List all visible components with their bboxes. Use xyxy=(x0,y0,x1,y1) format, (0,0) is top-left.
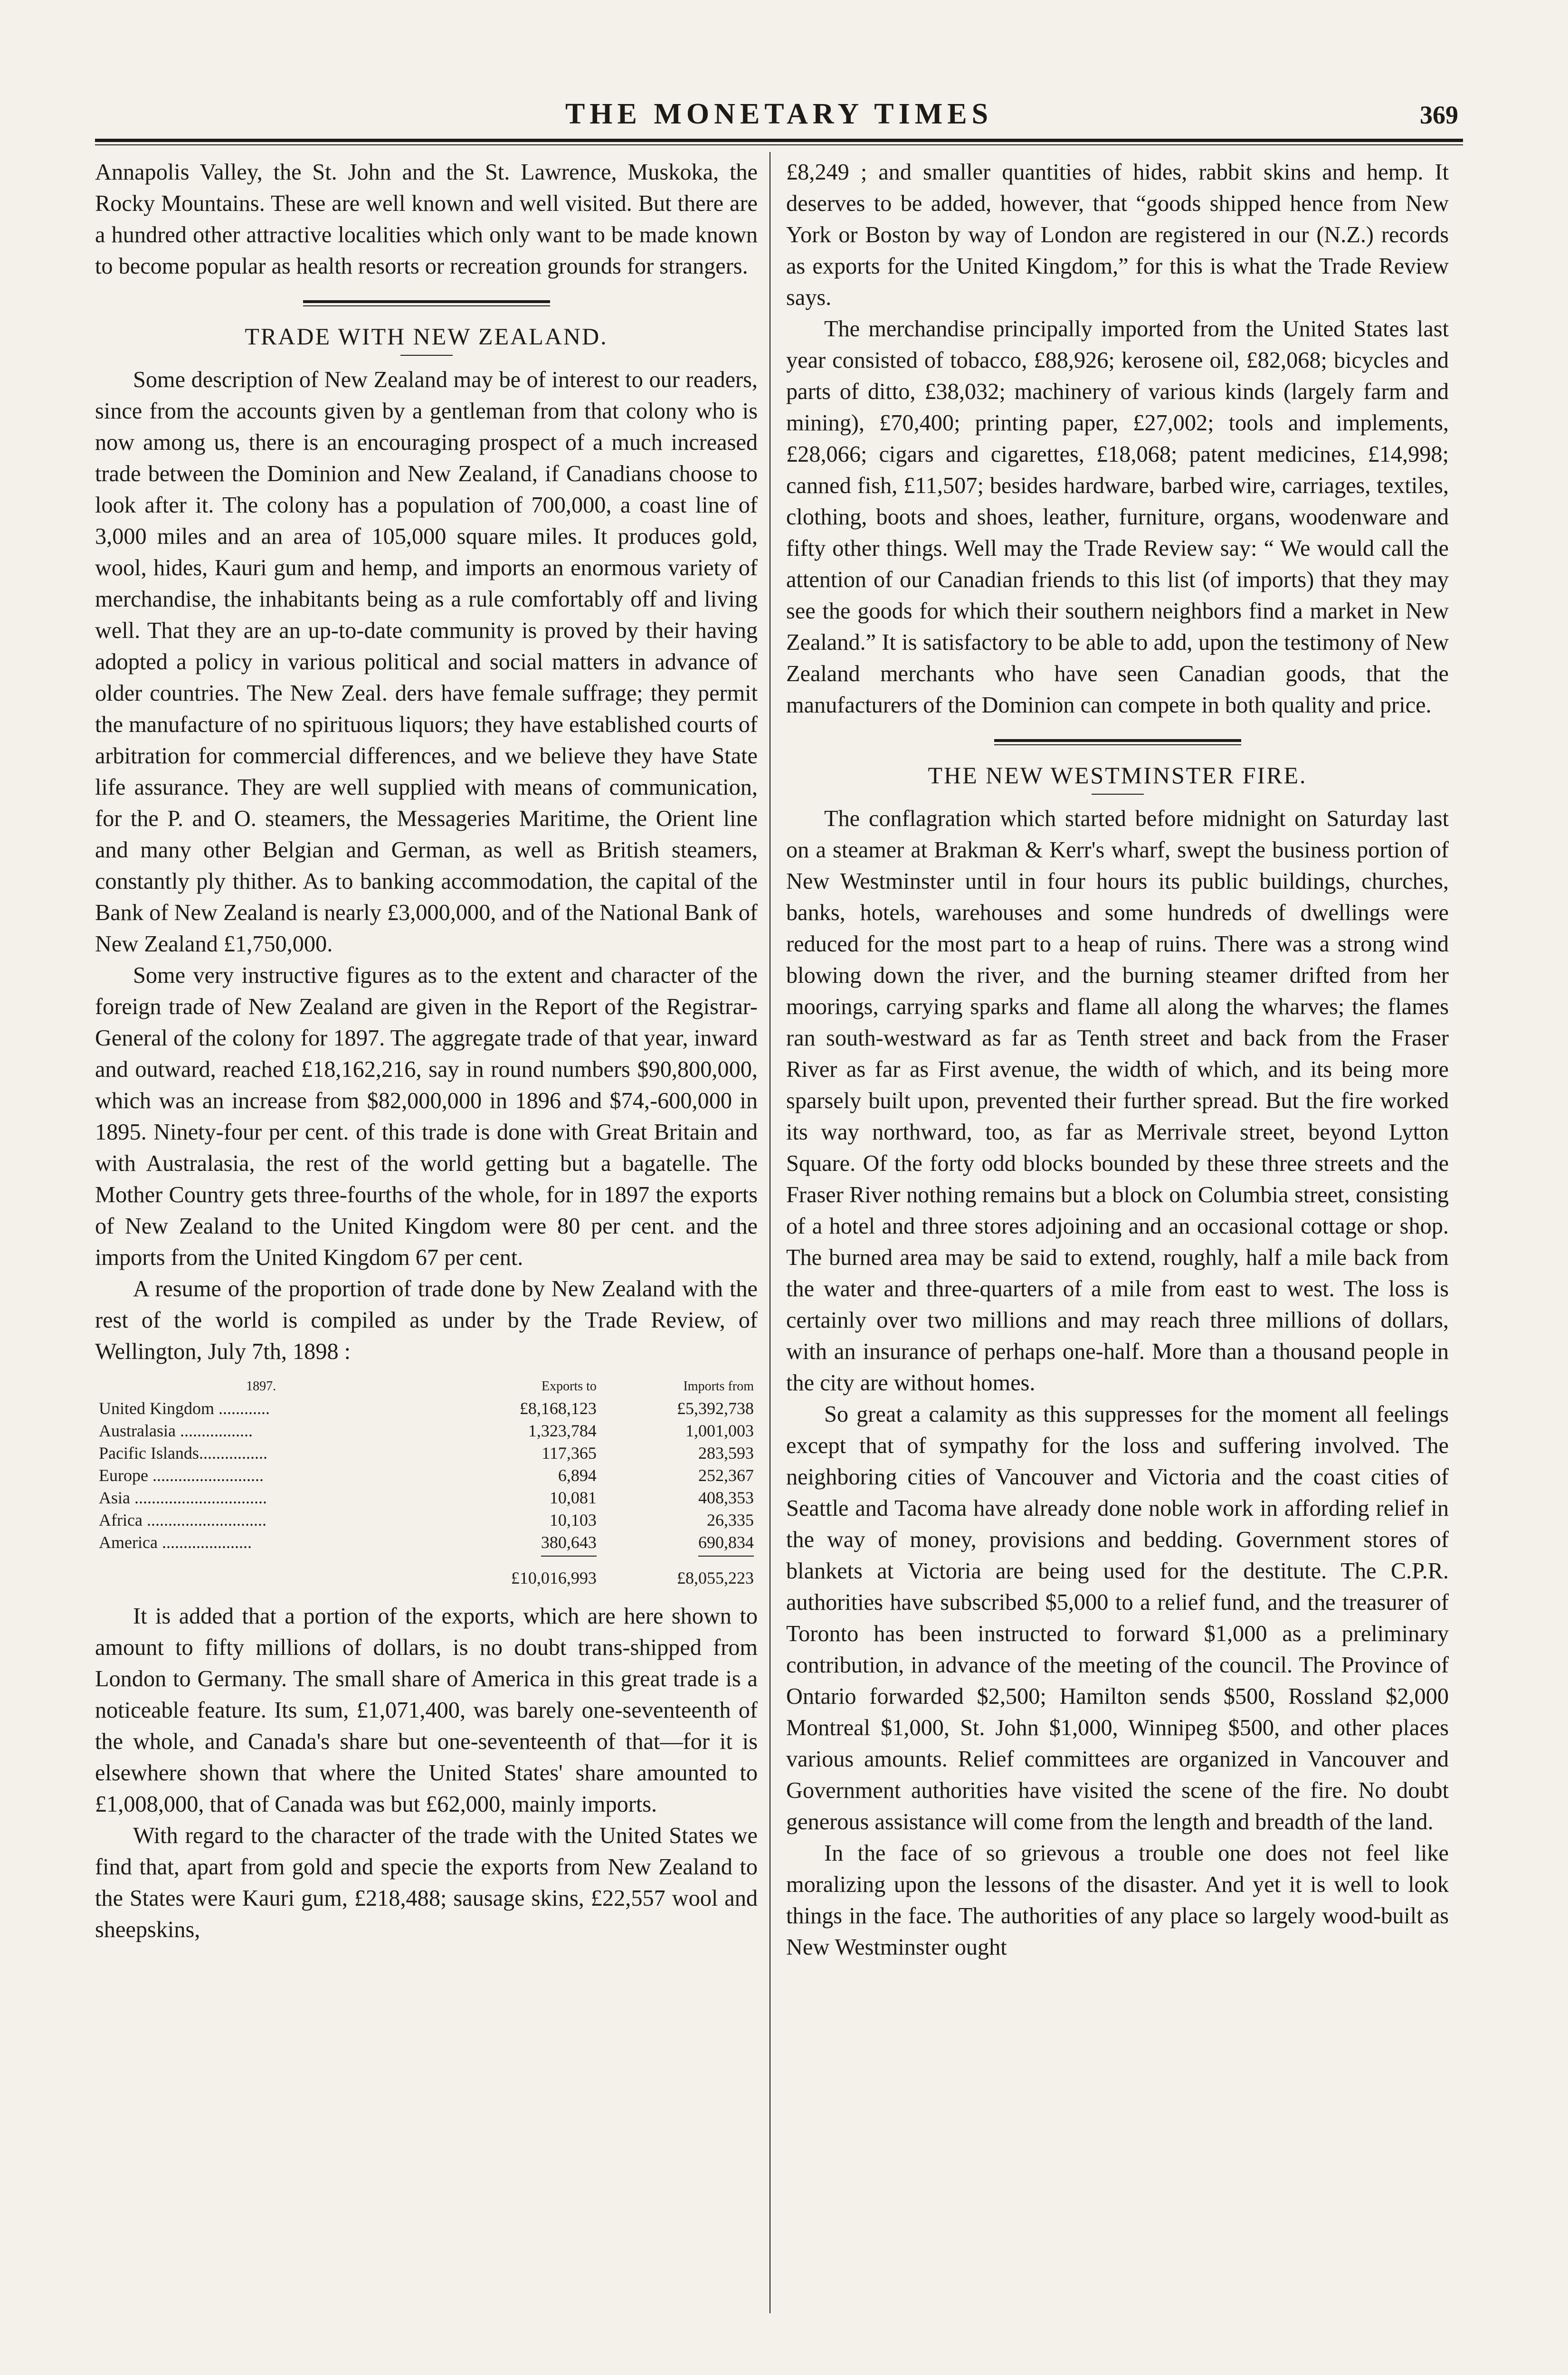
imports-value: 252,367 xyxy=(698,1466,754,1485)
exports-value: 10,081 xyxy=(549,1488,597,1507)
country-name: Australasia xyxy=(99,1421,176,1440)
table-row: Australasia ................. 1,323,784 1,001,003 xyxy=(95,1420,758,1442)
fire-paragraph-1: The conflagration which started before midnight on Saturday last on a steamer at Brakman & Kerr's wharf, swept the business portion of New Westminster until in four hours its public buildings, churches, banks, hotels, warehouses and some hundreds of dwellings were reduced for the most part to a heap of ruins. There was a strong wind blowing down the river, and the burning steamer drifted from her moorings, carrying sparks and flame all along the wharves; the flames ran south-westward as far as Tenth street and back from the Fraser River as far as First avenue, the width of which, and its being more sparsely built upon, prevented their further spread. But the fire worked its way northward, too, as far as Merrivale street, beyond Lytton Square. Of the forty odd blocks bounded by these three streets and the Fraser River nothing remains but a block on Columbia street, consisting of a hotel and three stores adjoining and an occasional cottage or shop. The burned area may be said to extend, roughly, half a mile back from the water and three-quarters of a mile from east to west. The loss is certainly over two millions and may reach three millions of dollars, with an insurance of perhaps one-half. More than a thousand people in the city are without homes. xyxy=(786,806,1449,1396)
imports-header: Imports from xyxy=(683,1379,754,1394)
fire-heading: THE NEW WESTMINSTER FIRE. xyxy=(928,762,1307,788)
trade-paragraph-1: Some description of New Zealand may be of interest to our readers, since from the accounts given by a gentleman from that colony who is now among us, there is an encouraging prospect of a much increased trade between the Dominion and New Zealand, if Canadians choose to look after it. The colony has a population of 700,000, a coast line of 3,000 miles and an area of 105,000 square miles. It produces gold, wool, hides, Kauri gum and hemp, and imports an enormous variety of merchandise, the inhabitants being as a rule comfortably off and living well. That they are an up-to-date community is proved by their having adopted a policy in various political and social matters in advance of older countries. The New Zeal. ders have female suffrage; they permit the manufacture of no spirituous liquors; they have established courts of arbitration for commercial differences, and we believe they have State life assurance. They are well supplied with means of communication, for the P. and O. steamers, the Messageries Maritime, the Orient line and many other Belgian and German, as well as British steamers, constantly ply thither. As to banking accommodation, the capital of the Bank of New Zealand is nearly £3,000,000, and of the National Bank of New Zealand £1,750,000. xyxy=(95,367,758,957)
exports-header: Exports to xyxy=(542,1379,597,1394)
country-name: America xyxy=(99,1533,158,1552)
trade-paragraph-3: A resume of the proportion of trade done by New Zealand with the rest of the world is compiled as under by the Trade Review, of Wellington, July 7th, 1898 : xyxy=(95,1276,758,1364)
table-total-row xyxy=(95,1557,758,1589)
table-row: Europe .......................... 6,894 252,367 xyxy=(95,1464,758,1487)
trade-continuation-paragraph: £8,249 ; and smaller quantities of hides, rabbit skins and hemp. It deserves to be added, however, that “goods shipped hence from New York or Boston by way of London are registered in our (N.Z.) records as exports for the United Kingdom,” for this is what the Trade Review says. xyxy=(786,160,1449,310)
fire-paragraph-2: So great a calamity as this suppresses for the moment all feelings except that of sympathy for the loss and suffering involved. The neighboring cities of Vancouver and Victoria and the coast cities of Seattle and Tacoma have already done noble work in affording relief in the way of money, provisions and bedding. Government stores of blankets at Victoria are being used for the destitute. The C.P.R. authorities have subscribed $5,000 to a relief fund, and the treasurer of Toronto has been instructed to forward $1,000 as a preliminary contribution, in advance of the meeting of the council. The Province of Ontario forwarded $2,500; Hamilton sends $500, Rossland $2,000 Montreal $1,000, St. John $1,000, Winnipeg $500, and other places various amounts. Relief committees are organized in Vancouver and Government authorities have visited the scene of the fire. No doubt generous assistance will come from the length and breadth of the land. xyxy=(786,1402,1449,1834)
table-year-header: 1897. xyxy=(246,1379,276,1394)
total-imports: £8,055,223 xyxy=(677,1568,754,1587)
page-number: 369 xyxy=(1420,101,1458,129)
imports-value: 26,335 xyxy=(707,1510,754,1530)
country-name: United Kingdom xyxy=(99,1399,214,1418)
trade-paragraph-2: Some very instructive figures as to the extent and character of the foreign trade of New Zealand are given in the Report of the Registrar-General of the colony for 1897. The aggregate trade of that year, inward and outward, reached £18,162,216, say in round numbers $90,800,000, which was an increase from $82,000,000 in 1896 and $74,-600,000 in 1895. Ninety-four per cent. of this trade is done with Great Britain and with Australasia, the rest of the world getting but a bagatelle. The Mother Country gets three-fourths of the whole, for in 1897 the exports of New Zealand to the United Kingdom were 80 per cent. and the imports from the United Kingdom 67 per cent. xyxy=(95,963,758,1270)
trade-paragraph-5: With regard to the character of the trade with the United States we find that, apart from gold and specie the exports from New Zealand to the States were Kauri gum, £218,488; sausage skins, £22,557 wool and sheepskins, xyxy=(95,1823,758,1942)
total-exports: £10,016,993 xyxy=(511,1568,597,1587)
trade-table xyxy=(95,1375,758,1589)
exports-value: 6,894 xyxy=(558,1466,597,1485)
exports-value: 380,643 xyxy=(541,1531,597,1557)
table-row: Africa ............................ 10,103 26,335 xyxy=(95,1509,758,1531)
table-row: Asia ............................... 10,081 408,353 xyxy=(95,1487,758,1509)
exports-value: 117,365 xyxy=(542,1444,597,1463)
trade-heading: TRADE WITH NEW ZEALAND. xyxy=(245,323,608,350)
header-rule-thin xyxy=(95,144,1463,145)
header-rule xyxy=(95,139,1463,142)
page-header xyxy=(95,97,1463,135)
imports-value: 690,834 xyxy=(698,1531,754,1557)
intro-paragraph: Annapolis Valley, the St. John and the St. Lawrence, Muskoka, the Rocky Mountains. These are well known and well visited. But there are a hundred other attractive localities which only want to be made known to become popular as health resorts or recreation grounds for strangers. xyxy=(95,160,758,279)
fire-paragraph-3: In the face of so grievous a trouble one does not feel like moralizing upon the lessons of the disaster. And yet it is well to look things in the face. The authorities of any place so largely wood-built as New Westminster ought xyxy=(786,1841,1449,1960)
right-column xyxy=(786,157,1449,1963)
table-row: United Kingdom ............ £8,168,123 £5,392,738 xyxy=(95,1397,758,1420)
section-separator xyxy=(994,739,1241,745)
heading-rule xyxy=(1092,794,1144,795)
country-name: Africa xyxy=(99,1510,143,1530)
section-separator xyxy=(303,300,550,306)
country-name: Europe xyxy=(99,1466,148,1485)
exports-value: £8,168,123 xyxy=(519,1399,597,1418)
exports-value: 1,323,784 xyxy=(528,1421,597,1440)
imports-value: 408,353 xyxy=(698,1488,754,1507)
table-row: America ..................... 380,643 690,834 xyxy=(95,1531,758,1557)
imports-value: £5,392,738 xyxy=(677,1399,754,1418)
imports-value: 283,593 xyxy=(698,1444,754,1463)
imports-value: 1,001,003 xyxy=(685,1421,754,1440)
heading-rule xyxy=(400,355,453,356)
left-column xyxy=(95,157,758,1946)
journal-title: THE MONETARY TIMES xyxy=(565,98,993,130)
country-name: Pacific Islands xyxy=(99,1444,199,1463)
table-header-row xyxy=(95,1375,758,1397)
imports-paragraph: The merchandise principally imported from the United States last year consisted of tobacco, £88,926; kerosene oil, £82,068; bicycles and parts of ditto, £38,032; machinery of various kinds (largely farm and mining), £70,400; printing paper, £27,002; tools and implements, £28,066; cigars and cigarettes, £18,068; patent medicines, £14,998; canned fish, £11,507; besides hardware, barbed wire, carriages, textiles, clothing, boots and shoes, leather, furniture, organs, woodenware and fifty other things. Well may the Trade Review say: “ We would call the attention of our Canadian friends to this list (of imports) that they may see the goods for which their southern neighbors find a market in New Zealand.” It is satisfactory to be able to add, upon the testimony of New Zealand merchants who have seen Canadian goods, that the manufacturers of the Dominion can compete in both quality and price. xyxy=(786,316,1449,718)
exports-value: 10,103 xyxy=(549,1510,597,1530)
table-row: Pacific Islands................ 117,365 283,593 xyxy=(95,1442,758,1464)
country-name: Asia xyxy=(99,1488,130,1507)
trade-paragraph-4: It is added that a portion of the exports, which are here shown to amount to fifty millions of dollars, is no doubt trans-shipped from London to Germany. The small share of America in this great trade is a noticeable feature. Its sum, £1,071,400, was barely one-seventeenth of the whole, and Canada's share but one-seventeenth of that—for it is elsewhere shown that where the United States' share amounted to £1,008,000, that of Canada was but £62,000, mainly imports. xyxy=(95,1604,758,1817)
